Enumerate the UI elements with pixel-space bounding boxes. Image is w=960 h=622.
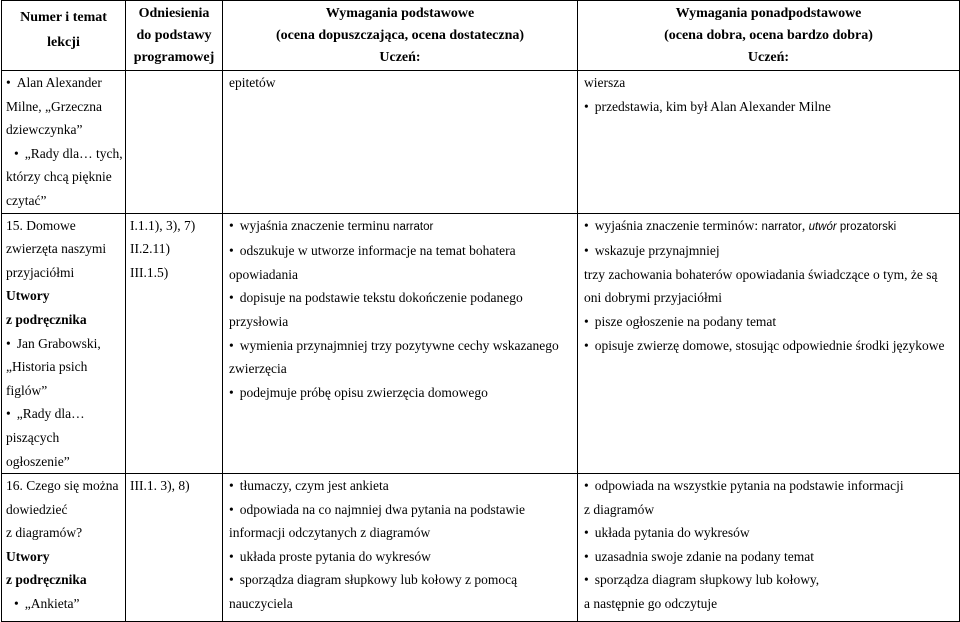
topic-line: czytać”	[6, 192, 47, 208]
requirement-line: • odpowiada na co najmniej dwa pytania na podstawie	[229, 498, 573, 522]
reference-line: I.1.1), 3), 7)	[130, 217, 196, 233]
topic-line: którzy chcą pięknie	[6, 169, 112, 185]
reference-line: II.2.11)	[130, 241, 170, 257]
header-advanced-requirements	[578, 1, 960, 71]
requirement-line: • pisze ogłoszenie na podany temat	[584, 310, 955, 334]
requirement-line: • dopisuje na podstawie tekstu dokończenie podanego	[229, 286, 573, 310]
requirement-line: • uzasadnia swoje zdanie na podany temat	[584, 545, 955, 569]
requirement-line: a następnie go odczytuje	[584, 596, 718, 612]
topic-line: figlów”	[6, 382, 48, 398]
term-text: utwór	[808, 220, 837, 233]
requirement-line: zwierzęcia	[229, 361, 287, 377]
topic-line: Utwory	[6, 548, 50, 564]
requirement-line: przysłowia	[229, 313, 289, 329]
requirement-line: • wskazuje przynajmniej	[584, 239, 955, 263]
requirement-line: oni dobrymi przyjaciółmi	[584, 290, 722, 306]
header-topic	[2, 1, 126, 71]
topic-line: przyjaciółmi	[6, 264, 75, 280]
table-row	[2, 213, 960, 474]
header-basic-line: Uczeń:	[379, 50, 421, 65]
topic-line: zwierzęta naszymi	[6, 241, 107, 257]
header-reference-line: programowej	[133, 50, 215, 65]
header-basic-line: Wymagania podstawowe	[325, 6, 475, 21]
topic-line: • „Rady dla…	[6, 402, 121, 426]
requirement-line: informacji odczytanych z diagramów	[229, 525, 431, 541]
basic-requirements-cell	[223, 474, 578, 622]
reference-line: III.1. 3), 8)	[130, 478, 190, 494]
topic-line: ogłoszenie”	[6, 453, 70, 469]
basic-requirements-cell	[223, 213, 578, 474]
header-topic-line: lekcji	[47, 35, 80, 50]
topic-line: • „Ankieta”	[6, 592, 121, 616]
topic-line: z diagramów?	[6, 525, 83, 541]
requirement-line: • sporządza diagram słupkowy lub kołowy,	[584, 568, 955, 592]
requirement-text: wyjaśnia znaczenie terminu	[239, 217, 394, 233]
separator-text: ,	[801, 217, 809, 233]
topic-line: z podręcznika	[6, 572, 87, 588]
header-reference	[126, 1, 223, 71]
topic-line: Milne, „Grzeczna	[6, 98, 102, 114]
requirement-line: epitetów	[229, 75, 276, 90]
reference-cell	[126, 71, 223, 214]
requirement-line: • wymienia przynajmniej trzy pozytywne cechy wskazanego	[229, 334, 573, 358]
requirement-line: • odpowiada na wszystkie pytania na podstawie informacji	[584, 474, 955, 498]
requirement-line: • odszukuje w utworze informacje na temat bohatera	[229, 239, 573, 263]
term-text: narrator	[393, 220, 434, 233]
requirement-line: • przedstawia, kim był Alan Alexander Milne	[584, 95, 955, 119]
advanced-requirements-cell	[578, 474, 960, 622]
advanced-requirements-cell	[578, 71, 960, 214]
header-advanced-line: Wymagania ponadpodstawowe	[675, 6, 862, 21]
topic-cell	[2, 474, 126, 622]
advanced-requirements-cell	[578, 213, 960, 474]
reference-line: III.1.5)	[130, 264, 169, 280]
topic-cell	[2, 71, 126, 214]
requirement-line: • tłumaczy, czym jest ankieta	[229, 474, 573, 498]
topic-line: 16. Czego się można	[6, 478, 119, 494]
requirement-line: • opisuje zwierzę domowe, stosując odpowiednie środki językowe	[584, 334, 955, 358]
header-topic-line: Numer i temat	[20, 10, 107, 25]
topic-cell	[2, 213, 126, 474]
header-reference-line: Odniesienia	[138, 6, 210, 21]
requirement-line: z diagramów	[584, 501, 655, 517]
topic-line: z podręcznika	[6, 311, 87, 327]
requirement-line: • układa pytania do wykresów	[584, 521, 955, 545]
term-text: prozatorski	[836, 220, 897, 233]
topic-line: dziewczynka”	[6, 122, 83, 138]
header-basic-requirements	[223, 1, 578, 71]
requirement-line	[584, 214, 955, 240]
header-advanced-line: (ocena dobra, ocena bardzo dobra)	[664, 28, 873, 43]
reference-cell	[126, 474, 223, 622]
header-reference-line: do podstawy	[136, 28, 212, 43]
topic-line: 15. Domowe	[6, 217, 76, 233]
requirement-line: trzy zachowania bohaterów opowiadania świadczące o tym, że są	[584, 266, 938, 282]
requirement-line	[229, 214, 573, 240]
topic-line: „Historia psich	[6, 359, 88, 375]
requirement-line: • układa proste pytania do wykresów	[229, 545, 573, 569]
requirement-line: nauczyciela	[229, 596, 293, 612]
header-row	[2, 1, 960, 71]
requirement-line: • podejmuje próbę opisu zwierzęcia domowego	[229, 381, 573, 405]
header-advanced-line: Uczeń:	[747, 50, 790, 65]
topic-line: Utwory	[6, 288, 50, 304]
requirement-text: wyjaśnia znaczenie terminów:	[594, 217, 762, 233]
topic-line: dowiedzieć	[6, 501, 68, 517]
requirement-line: wiersza	[584, 75, 626, 90]
topic-line: • Alan Alexander	[6, 71, 121, 95]
reference-cell	[126, 213, 223, 474]
requirement-line: opowiadania	[229, 266, 298, 282]
basic-requirements-cell	[223, 71, 578, 214]
topic-line: piszących	[6, 429, 60, 445]
topic-line: • „Rady dla… tych,	[6, 142, 121, 166]
curriculum-table	[1, 0, 960, 622]
table-row	[2, 474, 960, 622]
topic-line: • Jan Grabowski,	[6, 332, 121, 356]
header-basic-line: (ocena dopuszczająca, ocena dostateczna)	[275, 28, 525, 43]
term-text: narrator	[761, 220, 802, 233]
requirement-line: • sporządza diagram słupkowy lub kołowy z pomocą	[229, 568, 573, 592]
table-row	[2, 71, 960, 214]
